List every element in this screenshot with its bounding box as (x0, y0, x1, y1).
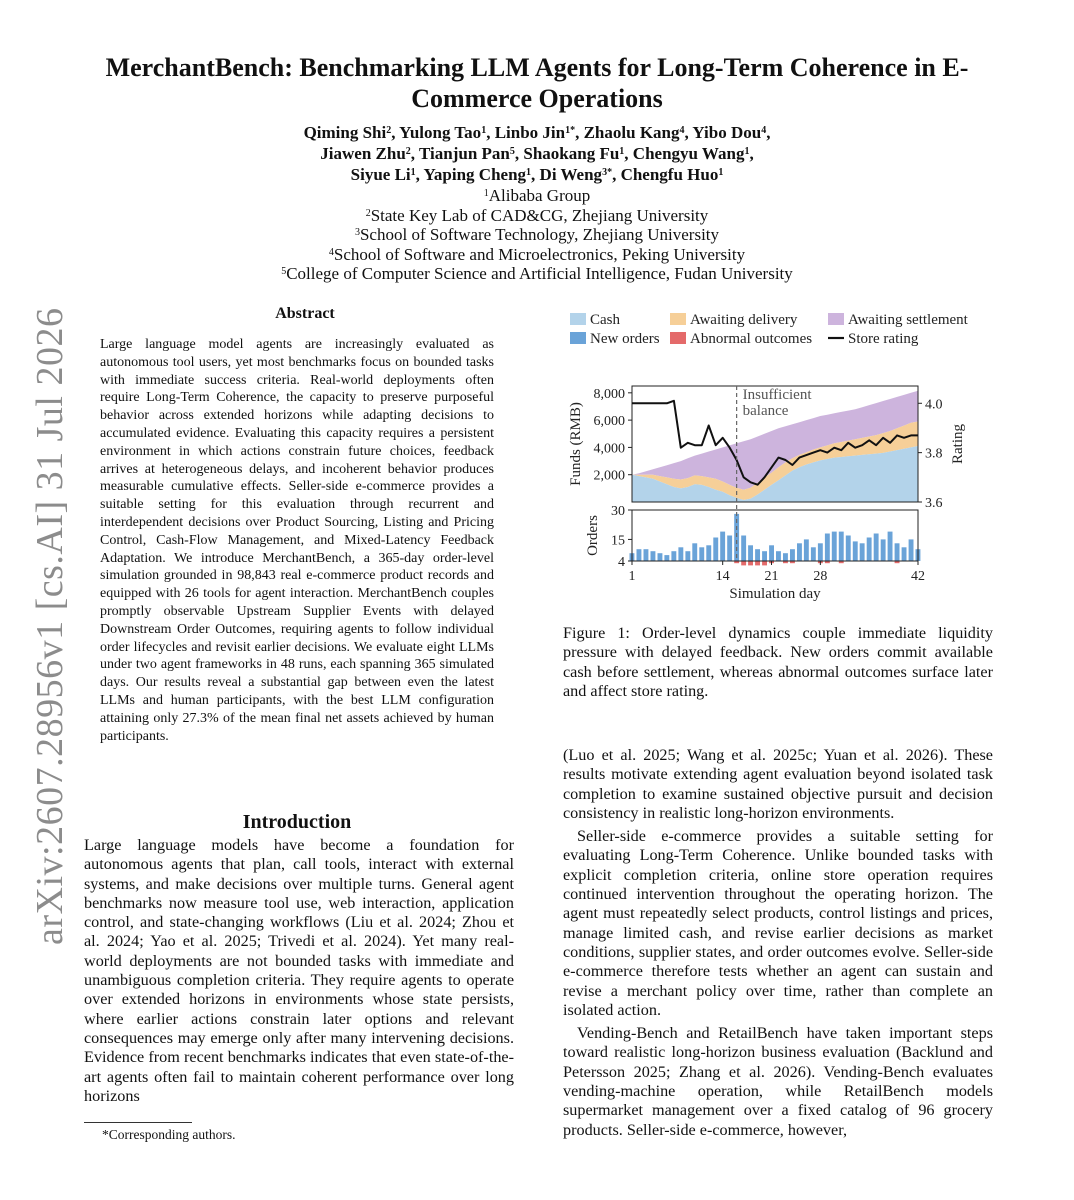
new-orders-bar (769, 545, 774, 561)
body-paragraph: Vending-Bench and RetailBench have taken important steps toward realistic long-horizon business evaluation (Backlund and Petersson 2025; Zhang et al. 2026). Vending-Bench evaluates vending-machine operation, while RetailBench models supermarket management over a fixed catalog of 96 grocery products. Seller-side e-commerce, however, (563, 1024, 993, 1139)
legend-label: Awaiting delivery (690, 312, 798, 328)
legend-label: Awaiting settlement (848, 312, 968, 328)
footnote-rule (84, 1122, 192, 1123)
legend-label: New orders (590, 331, 660, 347)
figure-1-chart (566, 305, 996, 605)
author-name: Shaokang Fu (523, 144, 620, 163)
abnormal-outcome-bar (748, 561, 753, 565)
funds-tick-label: 8,000 (593, 386, 625, 402)
new-orders-bar (644, 549, 649, 561)
new-orders-bar (895, 543, 900, 561)
legend-swatch (670, 332, 686, 344)
affiliation-text: School of Software Technology, Zhejiang University (359, 225, 720, 245)
footnote: *Corresponding authors. (102, 1127, 236, 1142)
new-orders-bar (881, 539, 886, 561)
author-name: Yibo Dou (692, 123, 762, 142)
new-orders-bar (762, 551, 767, 561)
funds-tick-label: 2,000 (593, 468, 625, 484)
abstract-heading: Abstract (275, 305, 335, 322)
author-name: Jiawen Zhu (320, 144, 406, 163)
abnormal-outcome-bar (741, 561, 746, 565)
author-affiliation-mark: 4 (679, 125, 685, 136)
author-name: Zhaolu Kang (583, 123, 680, 142)
author-affiliation-mark: 5 (509, 146, 515, 157)
author-affiliation-mark: 1 (744, 146, 750, 157)
author-name: Di Weng (539, 165, 603, 184)
new-orders-bar (713, 538, 718, 562)
affiliation-number: 1 (483, 188, 489, 199)
author-affiliation-mark: 2 (405, 146, 411, 157)
abstract-text: Large language model agents are increasingly evaluated as autonomous tool users, yet most benchmarks focus on bounded tasks with immediate success criteria. Real-world deployments often require Long-Term Coherence, the capacity to preserve purposeful behavior across extended horizons while adapting decisions to accumulated evidence. Evaluating this capacity requires a persistent environment in which actions constrain future choices, feedback arrives at heterogeneous delays, and incoherent behavior produces measurable cumulative effects. Seller-side e-commerce provides a suitable setting for this evaluation through recurrent and interdependent decisions over Product Sourcing, Listing and Pricing Control, Cash-Flow Management, and Mixed-Latency Feedback Adaptation. We introduce MerchantBench, a 365-day order-level simulation grounded in 98,843 real e-commerce product records and equipped with 26 tools for agent interaction. MerchantBench couples promptly observable Upstream Supplier Events with delayed Downstream Order Outcomes, requiring agents to follow individual order lifecycles and revisit earlier decisions. We evaluate eight LLMs under two agent frameworks in 48 runs, each spanning 365 simulated days. Our results reveal a substantial gap between even the latest LLMs and human participants, with the best LLM configuration attaining only 27.3% of the mean final net assets achieved by human participants. (100, 337, 494, 744)
author-name: Linbo Jin (494, 123, 566, 142)
new-orders-bar (748, 545, 753, 561)
author-name: Siyue Li (350, 165, 411, 184)
author-name: Yulong Tao (399, 123, 482, 142)
x-axis-label: Simulation day (729, 586, 821, 602)
new-orders-bar (888, 532, 893, 561)
funds-tick-label: 4,000 (593, 441, 625, 457)
affiliation-text: State Key Lab of CAD&CG, Zhejiang University (370, 205, 709, 225)
affiliation-number: 5 (281, 266, 287, 278)
new-orders-bar (651, 551, 656, 561)
new-orders-bar (637, 549, 642, 561)
abnormal-outcome-bar (755, 561, 760, 565)
legend-label: Store rating (848, 331, 919, 347)
paper-title: MerchantBench: Benchmarking LLM Agents for Long-Term Coherence in E-Commerce Operations (105, 53, 969, 113)
new-orders-bar (755, 549, 760, 561)
new-orders-bar (804, 539, 809, 561)
affiliation (80, 225, 994, 245)
new-orders-bar (797, 543, 802, 561)
new-orders-bar (706, 545, 711, 561)
new-orders-bar (846, 536, 851, 562)
affiliation-list (80, 186, 994, 284)
new-orders-bar (678, 547, 683, 561)
affiliation-text: Alibaba Group (488, 186, 591, 205)
new-orders-bar (664, 555, 669, 561)
new-orders-bar (783, 553, 788, 561)
new-orders-bar (832, 532, 837, 561)
author-affiliation-mark: 1* (565, 125, 576, 136)
author-name: Chengyu Wang (632, 144, 745, 163)
author-line: Siyue Li$^1$, Yaping Cheng$^1$, Di Weng$^{3*}$, Chengfu Huo$^1$ (350, 165, 724, 184)
author-affiliation-mark: 1 (526, 167, 532, 178)
affiliation-number: 3 (354, 227, 360, 239)
new-orders-bar (839, 532, 844, 561)
affiliation (80, 186, 994, 206)
funds-tick-label: 6,000 (593, 414, 625, 430)
affiliation-number: 4 (328, 246, 334, 258)
new-orders-bar (692, 543, 697, 561)
rating-tick-label: 3.6 (925, 496, 943, 511)
author-affiliation-mark: 1 (481, 125, 487, 136)
author-name: Yaping Cheng (423, 165, 527, 184)
new-orders-bar (658, 553, 663, 561)
introduction-heading: Introduction (242, 811, 352, 833)
author-affiliation-mark: 1 (410, 167, 416, 178)
body-paragraph: (Luo et al. 2025; Wang et al. 2025c; Yuan et al. 2026). These results motivate extending agent evaluation beyond isolated task completion to examine sustained objective pursuit and decision consistency in realistic long-horizon environments. (563, 746, 993, 822)
annotation-line-2: balance (742, 403, 789, 419)
new-orders-bar (860, 543, 865, 561)
new-orders-bar (811, 547, 816, 561)
right-column-text (563, 746, 993, 1140)
introduction-text: Large language models have become a foundation for autonomous agents that plan, call tools, interact with external systems, and make decisions over multiple turns. General agent benchmarks now measure tool use, web interaction, application control, and state-changing workflows (Liu et al. 2024; Zhou et al. 2024; Yao et al. 2025; Trivedi et al. 2024). Yet many real-world deployments are not bounded tasks with immediate and unambiguous completion criteria. They require agents to operate over extended horizons in environments whose state persists, where earlier actions constrain later options and relevant consequences may emerge only after many intervening decisions. Evidence from recent benchmarks indicates that even state-of-the-art agents often fail to maintain coherent performance over long horizons (84, 836, 514, 1105)
legend-swatch (570, 313, 586, 325)
rating-tick-label: 4.0 (925, 397, 943, 413)
author-affiliation-mark: 2 (386, 125, 392, 136)
new-orders-bar (818, 543, 823, 561)
author-name: Chengfu Huo (620, 165, 719, 184)
author-affiliation-mark: 4 (761, 125, 767, 136)
new-orders-bar (874, 534, 879, 562)
author-list (80, 122, 994, 185)
orders-axis-label: Orders (585, 515, 601, 556)
legend-swatch (828, 313, 844, 325)
new-orders-bar (825, 534, 830, 562)
body-paragraph: Seller-side e-commerce provides a suitable setting for evaluating Long-Term Coherence. Unlike bounded tasks with explicit completion criteria, online store operation requires continued intervention throughout the operating horizon. The agent must repeatedly select products, control listings and prices, manage limited cash, and revise earlier decisions as market conditions, supplier states, and order outcomes evolve. Seller-side e-commerce therefore tests whether an agent can sustain and revise a merchant policy over time, rather than complete an isolated action. (563, 827, 993, 1019)
new-orders-bar (909, 539, 914, 561)
author-affiliation-mark: 1 (619, 146, 625, 157)
rating-tick-label: 3.8 (925, 446, 943, 462)
new-orders-bar (727, 536, 732, 562)
author-name: Qiming Shi (303, 123, 387, 142)
affiliation (80, 245, 994, 265)
legend-swatch (670, 313, 686, 325)
legend-label: Cash (590, 312, 620, 328)
new-orders-bar (720, 532, 725, 561)
new-orders-bar (790, 549, 795, 561)
orders-tick-label: 4 (618, 555, 625, 570)
affiliation (80, 264, 994, 284)
new-orders-bar (867, 538, 872, 562)
author-line: Qiming Shi$^2$, Yulong Tao$^1$, Linbo Jin$^{1*}$, Zhaolu Kang$^4$, Yibo Dou$^4$, (303, 123, 771, 142)
x-tick-label: 28 (813, 569, 828, 584)
x-tick-label: 1 (628, 569, 636, 584)
new-orders-bar (853, 541, 858, 561)
new-orders-bar (685, 551, 690, 561)
author-line: Jiawen Zhu$^2$, Tianjun Pan$^5$, Shaokang Fu$^1$, Chengyu Wang$^1$, (320, 144, 754, 163)
legend-swatch (570, 332, 586, 344)
author-affiliation-mark: 1 (718, 167, 724, 178)
affiliation-number: 2 (365, 207, 371, 219)
rating-axis-label: Rating (950, 424, 966, 464)
orders-tick-label: 15 (611, 533, 625, 549)
legend-label: Abnormal outcomes (690, 331, 813, 347)
x-tick-label: 42 (911, 569, 925, 584)
annotation-line-1: Insufficient (742, 387, 812, 403)
arxiv-identifier: arXiv:2607.28956v1 [cs.AI] 31 Jul 2026 (29, 307, 71, 945)
new-orders-bar (902, 547, 907, 561)
new-orders-bar (776, 551, 781, 561)
new-orders-bar (671, 551, 676, 561)
affiliation (80, 206, 994, 226)
affiliation-text: School of Software and Microelectronics, Peking University (333, 244, 746, 264)
figure-caption: Figure 1: Order-level dynamics couple immediate liquidity pressure with delayed feedback. New orders commit available cash before settlement, whereas abnormal outcomes surface later and affect store rating. (563, 624, 993, 700)
new-orders-bar (741, 536, 746, 562)
new-orders-bar (699, 547, 704, 561)
funds-axis-label: Funds (RMB) (568, 402, 584, 486)
x-tick-label: 21 (764, 569, 779, 584)
affiliation-text: College of Computer Science and Artificial Intelligence, Fudan University (286, 264, 793, 284)
orders-tick-label: 30 (611, 504, 625, 519)
abnormal-outcome-bar (762, 561, 767, 565)
x-tick-label: 14 (715, 569, 730, 584)
author-affiliation-mark: 3* (602, 167, 613, 178)
author-name: Tianjun Pan (419, 144, 510, 163)
